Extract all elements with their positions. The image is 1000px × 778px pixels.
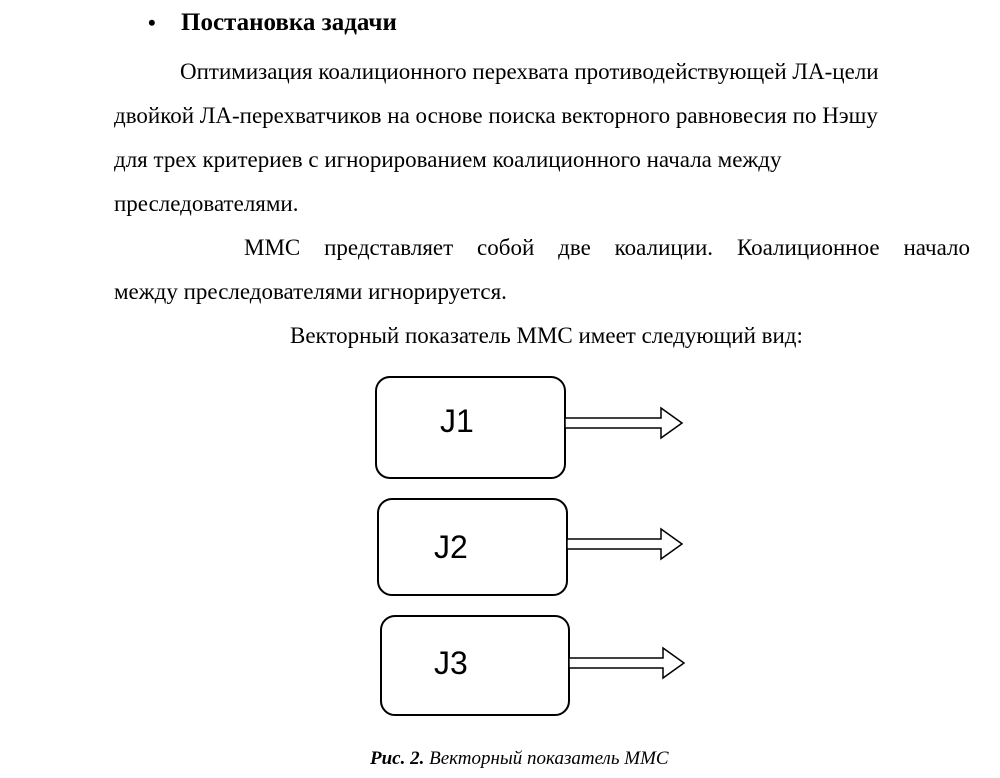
caption-text: Векторный показатель ММС: [424, 748, 669, 769]
criterion-label: J1: [440, 403, 474, 439]
bullet-icon: •: [148, 10, 156, 35]
criterion-box-j2: [378, 499, 567, 595]
output-arrow-j3: [569, 648, 684, 678]
paragraph-line: ММС представляет собой две коалиции. Коалиционное начало: [244, 235, 970, 260]
figure-caption: [370, 748, 669, 770]
paragraph-line: для трех критериев с игнорированием коалиционного начала между: [114, 147, 782, 172]
section-title: Постановка задачи: [181, 9, 397, 36]
paragraph-line: между преследователями игнорируется.: [114, 279, 507, 304]
criterion-box-j1: [376, 377, 565, 478]
paragraph-line: преследователями.: [114, 191, 299, 216]
criterion-label: J3: [434, 645, 468, 681]
criterion-box-j3: [381, 616, 569, 715]
paragraph-line: Оптимизация коалиционного перехвата противодействующей ЛА-цели: [180, 59, 879, 84]
output-arrow-j2: [567, 529, 682, 559]
paragraph-line: двойкой ЛА-перехватчиков на основе поиска векторного равновесия по Нэшу: [114, 103, 878, 128]
paragraph-vector-intro: Векторный показатель ММС имеет следующий вид:: [290, 323, 803, 348]
output-arrow-j1: [565, 408, 682, 438]
criterion-label: J2: [434, 529, 468, 565]
caption-prefix: Рис. 2.: [370, 748, 425, 769]
